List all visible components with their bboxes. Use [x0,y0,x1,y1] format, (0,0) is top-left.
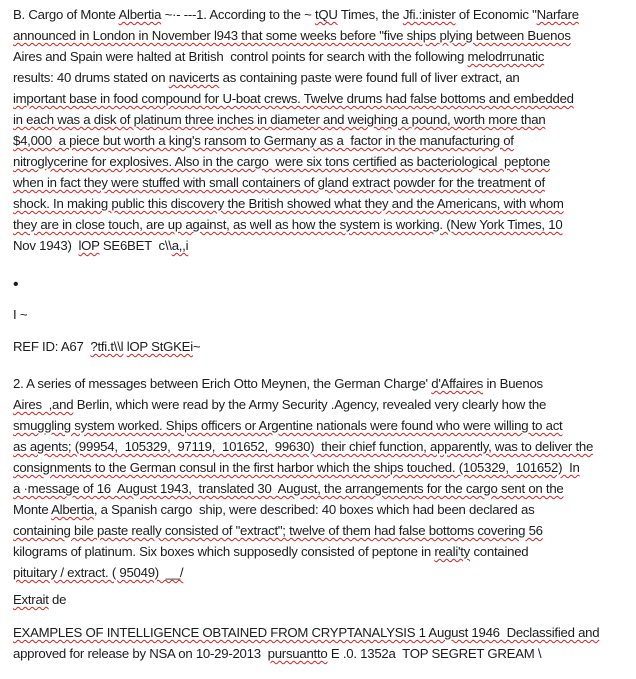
text-line [13,172,633,193]
spellcheck-flagged-word: pursuantto [267,646,328,661]
text-line [13,373,633,394]
text-line [13,622,633,643]
spellcheck-flagged-word: $4,000 a piece but worth a king's ransom to Germany as a factor in the manufacturing of [13,133,514,148]
text-segment: approved for release by NSA on 10-29-2013 [13,646,268,661]
bullet-marker [13,274,633,295]
spellcheck-flagged-word: important base in food compound for U-boat crews. Twelve drums had false bottoms and embedded [13,91,574,106]
extrait-line [13,589,633,610]
text-line [13,394,633,415]
spellcheck-flagged-word: shock. In making public this discovery the British showed what they and the Americans, with whom [13,196,564,211]
spellcheck-flagged-word: as agents; (99954, 105329, 97119, 101652, 99630) their chief function, apparently, was to deliver the [13,439,594,454]
spellcheck-flagged-word: Aires ,and [13,397,74,412]
text-segment: ~ [192,339,201,354]
paragraph-messages-meynen [13,373,633,583]
text-line [13,130,633,151]
text-segment: Aires and Spain were halted at British control points for search with the following [13,49,468,64]
spellcheck-flagged-word: melodrrunatic [467,49,545,64]
text-line [13,562,633,583]
text-line [13,46,633,67]
ref-id-line [13,336,633,357]
text-segment: , a Spanish cargo ship, were described: 40 boxes which had been declared as [93,502,535,517]
spellcheck-flagged-word: Narfare [536,7,579,22]
text-segment: as containing paste were found full of liver extract, an [219,70,520,85]
spellcheck-flagged-word: EXAMPLES OF INTELLIGENCE OBTAINED FROM CRYPTANALYSIS 1 August 1946 Declassified and [13,625,600,640]
text-segment: of Economic " [455,7,537,22]
bullet-glyph: • [13,276,19,293]
text-segment: kilograms of platinum. Six boxes which supposedly consisted of peptone in [13,544,435,559]
spellcheck-flagged-word: they are in close touch, are up against, as well as how the system is working. (New York Times, 10 [13,217,563,232]
spellcheck-flagged-word: nitroglycerine for explosives. Also in the cargo were six tons certified as bacteriological peptone [13,154,550,169]
text-line [13,235,633,256]
spellcheck-flagged-word: Albertia [118,7,162,22]
text-segment: contained [470,544,529,559]
spellcheck-flagged-word: ?tfi.t\\l [90,339,124,354]
text-segment: B. Cargo of Monte [13,7,119,22]
text-line [13,151,633,172]
text-segment: Times, the [337,7,403,22]
spellcheck-flagged-word: Jfi.:inister [402,7,456,22]
spellcheck-flagged-word: d'Affaires [431,376,484,391]
text-line [13,457,633,478]
text-line [13,193,633,214]
spellcheck-flagged-word: reali'ty [434,544,471,559]
spellcheck-flagged-word: tQU [314,7,338,22]
text-line [13,589,633,610]
text-segment: ~·- ---1. According to the ~ [161,7,315,22]
spellcheck-flagged-word: smuggling system worked. Ships officers or Argentine nationals were found who were willing to act [13,418,563,433]
margin-mark-text: I ~ [13,307,28,322]
text-segment: in Buenos [483,376,543,391]
spellcheck-flagged-word: announced in London in November l943 that some weeks before "five ships plying between Buenos [13,28,571,43]
text-segment: E .0. 1352a TOP SEGRET GREAM \ [327,646,542,661]
spellcheck-flagged-word: Extrait [13,592,49,607]
text-line [13,643,633,664]
text-line [13,499,633,520]
spellcheck-flagged-word: when in fact they were stuffed with small containers of gland extract powder for the treatment of [13,175,545,190]
spellcheck-flagged-word: a,,i [171,238,189,253]
text-line [13,88,633,109]
spellcheck-flagged-word: a ·message of 16 August 1943, translated 30 August, the arrangements for the cargo sent on the [13,481,564,496]
text-segment: results: 40 drums stated on [13,70,169,85]
spellcheck-flagged-word: lOP [78,238,100,253]
text-line [13,109,633,130]
spellcheck-flagged-word: Albertia [51,502,94,517]
text-line [13,415,633,436]
text-line [13,336,633,357]
spellcheck-flagged-word: in each was a disk of platinum three inches in diameter and weighing a pound, worth more than [13,112,546,127]
text-line [13,25,633,46]
text-line [13,214,633,235]
margin-mark [13,304,633,325]
text-segment: Monte [13,502,52,517]
text-line [13,541,633,562]
text-line [13,436,633,457]
text-segment: de [48,592,67,607]
spellcheck-flagged-word: consignments to the German consul in the first harbor which the ships touched. (105329, 101652) In [13,460,580,475]
text-line [13,520,633,541]
spellcheck-flagged-word: lOP StGKEi [126,339,193,354]
text-segment: SE6BET c\\ [99,238,172,253]
text-segment: Berlin, which were read by the Army Security .Agency, revealed very clearly how the [73,397,547,412]
paragraph-cargo-monte-albertia [13,4,633,256]
text-segment: 2. A series of messages between Erich Otto Meynen, the German Charge' [13,376,432,391]
text-segment: Nov 1943) [13,238,79,253]
spellcheck-flagged-word: navicerts [168,70,220,85]
spellcheck-flagged-word: pituitary / extract. ( 95049) __/ [13,565,184,580]
text-line [13,67,633,88]
text-segment: REF ID: A67 [13,339,91,354]
spellcheck-flagged-word: containing bile paste really consisted of "extract"; twelve of them had false bottoms covering 56 [13,523,543,538]
text-line [13,478,633,499]
text-line [13,4,633,25]
footer-declassification [13,622,633,664]
